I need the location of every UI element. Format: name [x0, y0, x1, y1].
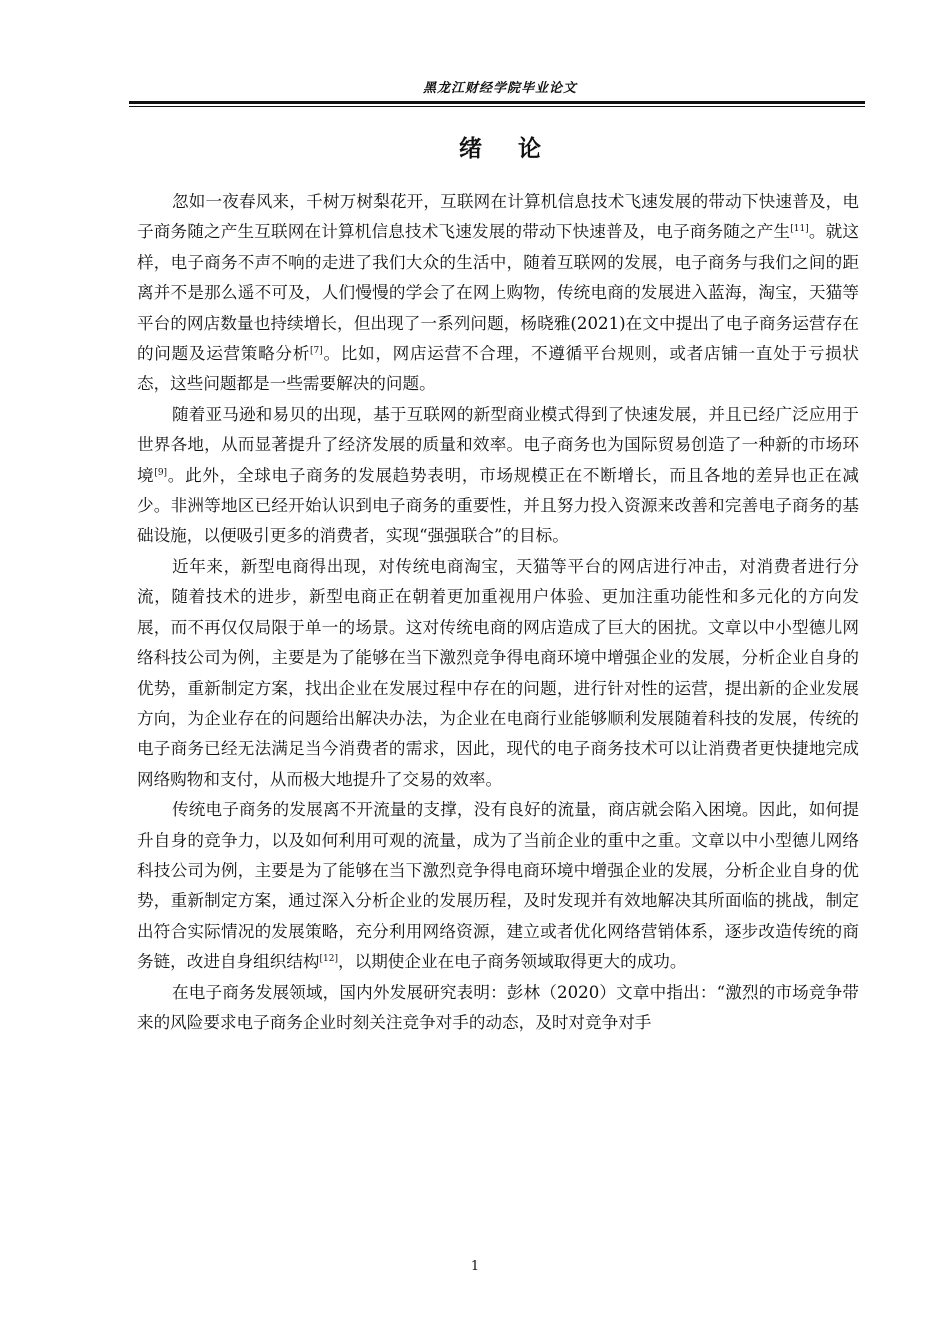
paragraph-text: 在电子商务发展领域，国内外发展研究表明：彭林（2020）文章中指出：“激烈的市场竞争带来的风险要求电子商务企业时刻关注竞争对手的动态，及时对竞争对手 [137, 982, 859, 1032]
body-paragraph [137, 187, 859, 400]
chapter-title: 绪论 [459, 135, 577, 162]
page-number: 1 [470, 1259, 480, 1274]
body-paragraph [137, 795, 859, 977]
paragraph-text: 近年来，新型电商得出现，对传统电商淘宝，天猫等平台的网店进行冲击，对消费者进行分流，随着技术的进步，新型电商正在朝着更加重视用户体验、更加注重功能性和多元化的方向发展，而不再仅仅局限于单一的场景。这对传统电商的网店造成了巨大的困扰。文章以中小型德儿网络科技公司为例，主要是为了能够在当下激烈竞争得电商环境中增强企业的发展，分析企业自身的优势，重新制定方案，找出企业在发展过程中存在的问题，进行针对性的运营，提出新的企业发展方向，为企业存在的问题给出解决办法，为企业在电商行业能够顺利发展随着科技的发展，传统的电子商务已经无法满足当今消费者的需求，因此，现代的电子商务技术可以让消费者更快捷地完成网络购物和支付，从而极大地提升了交易的效率。 [137, 556, 859, 789]
paragraph-text: 传统电子商务的发展离不开流量的支撑，没有良好的流量，商店就会陷入困境。因此，如何提升自身的竞争力，以及如何利用可观的流量，成为了当前企业的重中之重。文章以中小型德儿网络科技公司为例，主要是为了能够在当下激烈竞争得电商环境中增强企业的发展，分析企业自身的优势，重新制定方案，通过深入分析企业的发展历程，及时发现并有效地解决其所面临的挑战，制定出符合实际情况的发展策略，充分利用网络资源，建立或者优化网络营销体系，逐步改造传统的商务链，改进自身组织结构 [137, 800, 859, 972]
citation-ref: [9] [154, 467, 168, 478]
paragraph-text: 。就这样，电子商务不声不响的走进了我们大众的生活中，随着互联网的发展，电子商务与我们之间的距离并不是那么遥不可及，人们慢慢的学会了在网上购物，传统电商的发展进入蓝海，淘宝，天猫等平台的网店数量也持续增长，但出现了一系列问题，杨晓雅(2021)在文中提出了电子商务运营存在的问题及运营策略分析 [137, 222, 860, 364]
body-paragraph [137, 552, 859, 795]
paragraph-text: 随着亚马逊和易贝的出现，基于互联网的新型商业模式得到了快速发展，并且已经广泛应用于世界各地，从而显著提升了经济发展的质量和效率。电子商务也为国际贸易创造了一种新的市场环境 [137, 404, 859, 485]
header-rule-thick [129, 101, 865, 104]
body-paragraph [137, 400, 859, 552]
body-text [137, 187, 859, 1038]
paragraph-text: 。比如，网店运营不合理，不遵循平台规则，或者店铺一直处于亏损状态，这些问题都是一些需要解决的问题。 [137, 344, 860, 394]
citation-ref: [12] [319, 954, 339, 965]
paragraph-text: ，以期使企业在电子商务领域取得更大的成功。 [338, 952, 687, 972]
citation-ref: [7] [310, 346, 323, 357]
paragraph-text: 。此外，全球电子商务的发展趋势表明，市场规模正在不断增长，而且各地的差异也正在减少。非洲等地区已经开始认识到电子商务的重要性，并且努力投入资源来改善和完善电子商务的基础设施，以便吸引更多的消费者，实现“强强联合”的目标。 [137, 465, 860, 546]
running-header: 黑龙江财经学院毕业论文 [422, 81, 577, 96]
body-paragraph [137, 978, 859, 1039]
paragraph-text: 忽如一夜春风来，千树万树梨花开，互联网在计算机信息技术飞速发展的带动下快速普及，电子商务随之产生互联网在计算机信息技术飞速发展的带动下快速普及，电子商务随之产生 [137, 192, 859, 242]
citation-ref: [11] [790, 224, 809, 235]
header-rule-thin [129, 106, 865, 107]
